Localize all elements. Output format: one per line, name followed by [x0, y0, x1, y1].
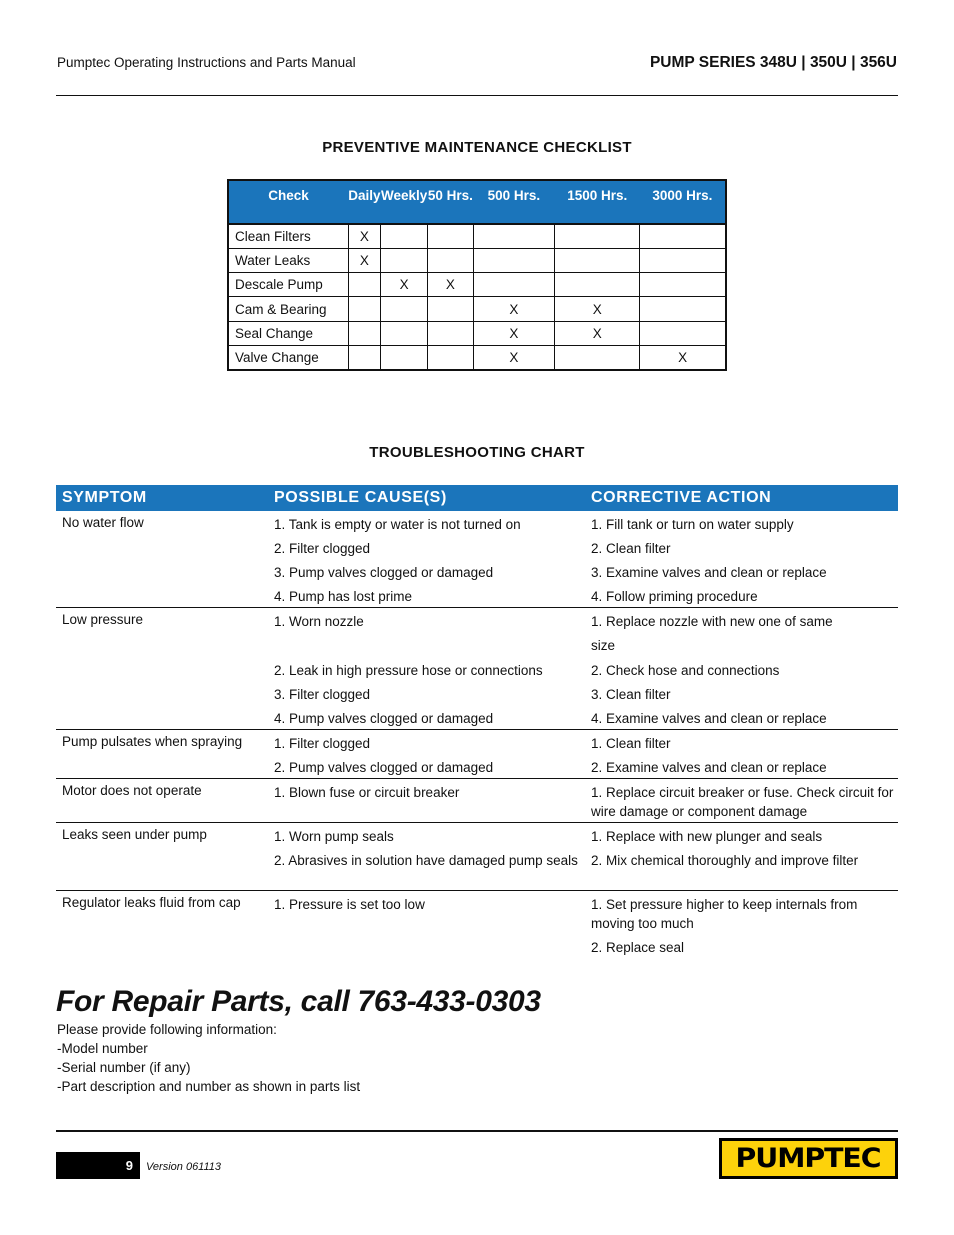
pm-check-item: Water Leaks	[228, 248, 348, 272]
ts-row	[56, 657, 898, 681]
pm-check-item: Descale Pump	[228, 273, 348, 297]
ts-action: size	[591, 638, 616, 653]
pm-row	[228, 224, 726, 248]
ts-row	[56, 705, 898, 729]
pm-interval-mark	[348, 297, 381, 321]
ts-symptom: Pump pulsates when spraying	[62, 734, 243, 749]
pm-interval-mark: X	[473, 297, 555, 321]
pm-interval-mark	[640, 224, 726, 248]
pm-interval-mark	[348, 345, 381, 369]
pm-row	[228, 345, 726, 369]
repair-info-line: -Model number	[57, 1041, 148, 1056]
ts-row	[56, 779, 898, 822]
ts-action: 1. Replace circuit breaker or fuse. Check circuit for wire damage or component damage	[591, 785, 894, 819]
pm-row	[228, 248, 726, 272]
ts-symptom: Low pressure	[62, 612, 144, 627]
ts-cause: 1. Worn pump seals	[274, 829, 394, 844]
pm-interval-mark	[381, 248, 428, 272]
pm-interval-mark: X	[348, 224, 381, 248]
pm-check-item: Cam & Bearing	[228, 297, 348, 321]
pm-col-500hrs: 500 Hrs.	[473, 180, 555, 224]
ts-row	[56, 535, 898, 559]
ts-action: 2. Examine valves and clean or replace	[591, 760, 827, 775]
pm-interval-mark: X	[640, 345, 726, 369]
pm-interval-mark	[555, 345, 640, 369]
header-rule	[56, 95, 898, 96]
pm-interval-mark	[555, 224, 640, 248]
pm-header-row	[228, 180, 726, 224]
pm-col-weekly: Weekly	[381, 180, 428, 224]
pm-row	[228, 273, 726, 297]
ts-cause: 1. Filter clogged	[274, 736, 371, 751]
pm-interval-mark	[473, 248, 555, 272]
header-manual-title: Pumptec Operating Instructions and Parts Manual	[57, 55, 356, 70]
pumptec-logo	[719, 1138, 898, 1179]
pm-interval-mark	[348, 273, 381, 297]
troubleshooting-header	[56, 485, 898, 511]
repair-info-line: -Serial number (if any)	[57, 1060, 191, 1075]
pm-interval-mark	[381, 297, 428, 321]
pm-interval-mark: X	[473, 321, 555, 345]
ts-symptom: No water flow	[62, 515, 144, 530]
ts-action: 3. Examine valves and clean or replace	[591, 565, 827, 580]
ts-row	[56, 511, 898, 535]
ts-cause: 2. Abrasives in solution have damaged pump seals	[274, 853, 578, 868]
ts-action: 2. Check hose and connections	[591, 663, 780, 678]
ts-row	[56, 934, 898, 958]
pm-checklist-title: PREVENTIVE MAINTENANCE CHECKLIST	[322, 139, 632, 156]
repair-info-line: -Part description and number as shown in parts list	[57, 1079, 361, 1094]
ts-cause: 1. Blown fuse or circuit breaker	[274, 785, 460, 800]
footer-rule	[56, 1130, 898, 1132]
pm-check-item: Seal Change	[228, 321, 348, 345]
pm-interval-mark: X	[381, 273, 428, 297]
repair-info-list	[57, 1020, 360, 1096]
pm-col-3000hrs: 3000 Hrs.	[640, 180, 726, 224]
ts-row	[56, 681, 898, 705]
ts-row	[56, 583, 898, 607]
troubleshooting-title: TROUBLESHOOTING CHART	[369, 444, 585, 461]
ts-row	[56, 891, 898, 934]
pm-interval-mark	[428, 297, 474, 321]
ts-row	[56, 730, 898, 754]
ts-header-cause: POSSIBLE CAUSE(S)	[274, 489, 447, 506]
ts-action: 2. Clean filter	[591, 541, 671, 556]
ts-cause: 2. Leak in high pressure hose or connections	[274, 663, 543, 678]
ts-action: 4. Follow priming procedure	[591, 589, 758, 604]
pm-interval-mark	[381, 321, 428, 345]
repair-phone-heading: For Repair Parts, call 763-433-0303	[56, 985, 541, 1018]
ts-symptom-group	[56, 608, 898, 730]
pm-interval-mark	[555, 248, 640, 272]
pm-interval-mark	[640, 248, 726, 272]
pumptec-logo-text: PUMPTEC	[736, 1143, 881, 1174]
ts-symptom-group	[56, 823, 898, 891]
ts-action: 3. Clean filter	[591, 687, 671, 702]
ts-symptom: Motor does not operate	[62, 783, 202, 798]
pm-check-item: Valve Change	[228, 345, 348, 369]
pm-interval-mark: X	[473, 345, 555, 369]
ts-action: 1. Replace with new plunger and seals	[591, 829, 823, 844]
pm-interval-mark	[473, 273, 555, 297]
ts-header-action: CORRECTIVE ACTION	[591, 489, 772, 506]
ts-cause: 1. Pressure is set too low	[274, 897, 425, 912]
ts-symptom: Leaks seen under pump	[62, 827, 207, 842]
ts-action: 2. Mix chemical thoroughly and improve filter	[591, 853, 859, 868]
ts-cause: 3. Filter clogged	[274, 687, 371, 702]
ts-action: 1. Fill tank or turn on water supply	[591, 517, 794, 532]
pm-interval-mark: X	[555, 321, 640, 345]
troubleshooting-table	[56, 511, 898, 958]
pm-interval-mark	[381, 224, 428, 248]
ts-row	[56, 847, 898, 890]
pm-row	[228, 321, 726, 345]
repair-info-line: Please provide following information:	[57, 1022, 277, 1037]
pm-interval-mark: X	[348, 248, 381, 272]
pm-row	[228, 297, 726, 321]
pm-col-check: Check	[228, 180, 348, 224]
pm-interval-mark	[428, 224, 474, 248]
pm-interval-mark	[473, 224, 555, 248]
page-number: 9	[125, 1158, 133, 1173]
ts-row	[56, 754, 898, 778]
ts-symptom-group	[56, 511, 898, 608]
ts-symptom-group	[56, 730, 898, 779]
ts-cause: 2. Pump valves clogged or damaged	[274, 760, 494, 775]
pm-interval-mark: X	[555, 297, 640, 321]
pm-col-50hrs: 50 Hrs.	[428, 180, 474, 224]
ts-cause: 1. Worn nozzle	[274, 614, 364, 629]
pm-interval-mark	[428, 321, 474, 345]
pm-check-item: Clean Filters	[228, 224, 348, 248]
pm-interval-mark	[640, 297, 726, 321]
pm-interval-mark	[428, 248, 474, 272]
pm-interval-mark	[381, 345, 428, 369]
ts-cause: 2. Filter clogged	[274, 541, 371, 556]
header-pump-series: PUMP SERIES 348U | 350U | 356U	[649, 54, 897, 71]
ts-cause: 4. Pump valves clogged or damaged	[274, 711, 494, 726]
pm-interval-mark	[555, 273, 640, 297]
ts-symptom: Regulator leaks fluid from cap	[62, 895, 241, 910]
footer-version: Version 061113	[146, 1161, 222, 1173]
ts-action: 2. Replace seal	[591, 940, 685, 955]
ts-cause: 4. Pump has lost prime	[274, 589, 413, 604]
ts-action: 1. Replace nozzle with new one of same	[591, 614, 833, 629]
pm-interval-mark	[428, 345, 474, 369]
pm-interval-mark	[348, 321, 381, 345]
ts-symptom-group	[56, 891, 898, 958]
ts-cause: 1. Tank is empty or water is not turned on	[274, 517, 521, 532]
pm-interval-mark: X	[428, 273, 474, 297]
ts-row	[56, 608, 898, 632]
ts-header-symptom: SYMPTOM	[62, 489, 147, 506]
ts-row	[56, 823, 898, 847]
pm-col-1500hrs: 1500 Hrs.	[555, 180, 640, 224]
pm-checklist-table	[227, 179, 727, 371]
ts-row	[56, 559, 898, 583]
ts-action: 1. Clean filter	[591, 736, 671, 751]
footer-page-block	[56, 1152, 140, 1179]
ts-action: 4. Examine valves and clean or replace	[591, 711, 827, 726]
ts-action: 1. Set pressure higher to keep internals from moving too much	[591, 897, 858, 931]
ts-cause: 3. Pump valves clogged or damaged	[274, 565, 494, 580]
pm-col-daily: Daily	[348, 180, 381, 224]
pm-interval-mark	[640, 321, 726, 345]
pm-interval-mark	[640, 273, 726, 297]
ts-row	[56, 632, 898, 657]
ts-symptom-group	[56, 779, 898, 823]
